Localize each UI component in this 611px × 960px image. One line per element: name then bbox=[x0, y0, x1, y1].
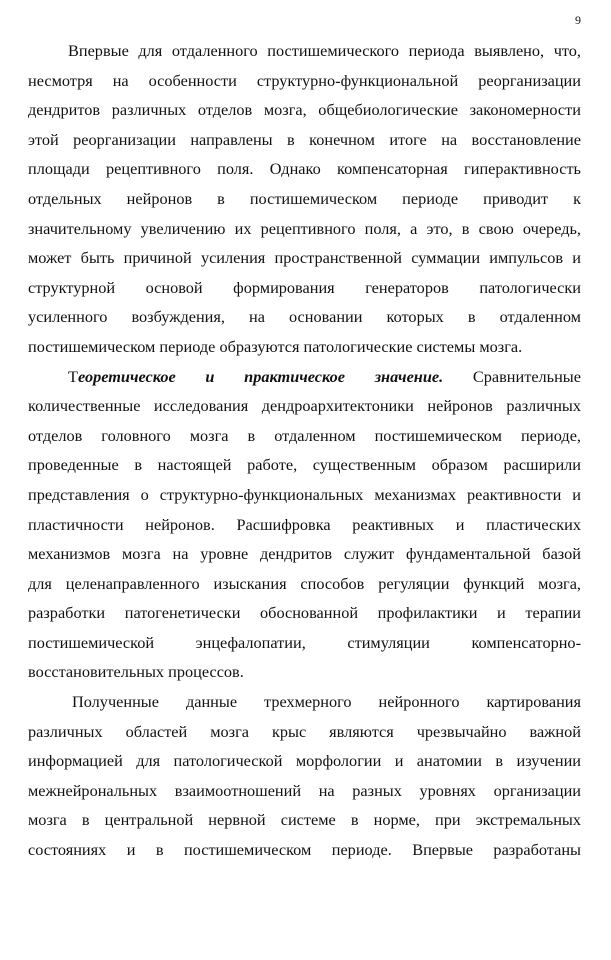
document-body bbox=[28, 36, 581, 865]
text-line: информацией для патологической морфологии и анатомии в изучении bbox=[28, 751, 581, 771]
text-line: структурной основой формирования генераторов патологически bbox=[28, 277, 581, 297]
text-line: Полученные данные трехмерного нейронного картирования bbox=[72, 692, 581, 712]
text-line: постишемическом периоде образуются патологические системы мозга. bbox=[28, 336, 523, 356]
paragraph-mapping bbox=[28, 687, 581, 865]
text-line: межнейрональных взаимоотношений на разных уровнях организации bbox=[28, 780, 581, 800]
text-line: проведенные в настоящей работе, существенным образом расширили bbox=[28, 455, 581, 475]
text-line: разработки патогенетически обоснованной профилактики и терапии bbox=[28, 603, 581, 623]
text-line-with-heading bbox=[28, 362, 581, 392]
text-line: различных областей мозга крыс являются чрезвычайно важной bbox=[28, 721, 581, 741]
heading-first-letter: Т bbox=[68, 366, 78, 386]
text-line: отдельных нейронов в постишемическом периоде приводит к bbox=[28, 188, 581, 208]
text-line: Впервые для отдаленного постишемического периода выявлено, что, bbox=[68, 41, 581, 60]
section-heading: еоретическое и практическое значение. bbox=[77, 366, 444, 386]
text-line: несмотря на особенности структурно-функциональной реорганизации bbox=[28, 70, 581, 90]
text-line: представления о структурно-функциональных механизмах реактивности и bbox=[28, 484, 581, 504]
text-line: может быть причиной усиления пространственной суммации импульсов и bbox=[28, 248, 581, 268]
text-line: усиленного возбуждения, на основании которых в отдаленном bbox=[28, 307, 581, 327]
text-line: пластичности нейронов. Расшифровка реактивных и пластических bbox=[28, 514, 581, 534]
text-line: восстановительных процессов. bbox=[28, 662, 244, 682]
text-line: площади рецептивного поля. Однако компенсаторная гиперактивность bbox=[28, 159, 581, 179]
page-number: 9 bbox=[575, 13, 581, 27]
text-line: постишемической энцефалопатии, стимуляции компенсаторно- bbox=[28, 632, 581, 652]
text-line: механизмов мозга на уровне дендритов служит фундаментальной базой bbox=[28, 544, 581, 564]
text-line: мозга в центральной нервной системе в норме, при экстремальных bbox=[28, 810, 581, 830]
paragraph-significance bbox=[28, 362, 581, 688]
text-line: значительному увеличению их рецептивного поля, а это, в свою очередь, bbox=[28, 218, 581, 238]
text-line: дендритов различных отделов мозга, общебиологические закономерности bbox=[28, 100, 581, 120]
text-line: для целенаправленного изыскания способов регуляции функций мозга, bbox=[28, 573, 581, 593]
text-line: этой реорганизации направлены в конечном итоге на восстановление bbox=[28, 129, 581, 149]
text-line: состояниях и в постишемическом периоде. Впервые разработаны bbox=[28, 840, 581, 860]
text-line: количественные исследования дендроархитектоники нейронов различных bbox=[28, 396, 581, 416]
text-fragment: Сравнительные bbox=[472, 366, 581, 386]
text-line: отделов головного мозга в отдаленном постишемическом периоде, bbox=[28, 425, 581, 445]
paragraph-findings bbox=[28, 36, 581, 362]
